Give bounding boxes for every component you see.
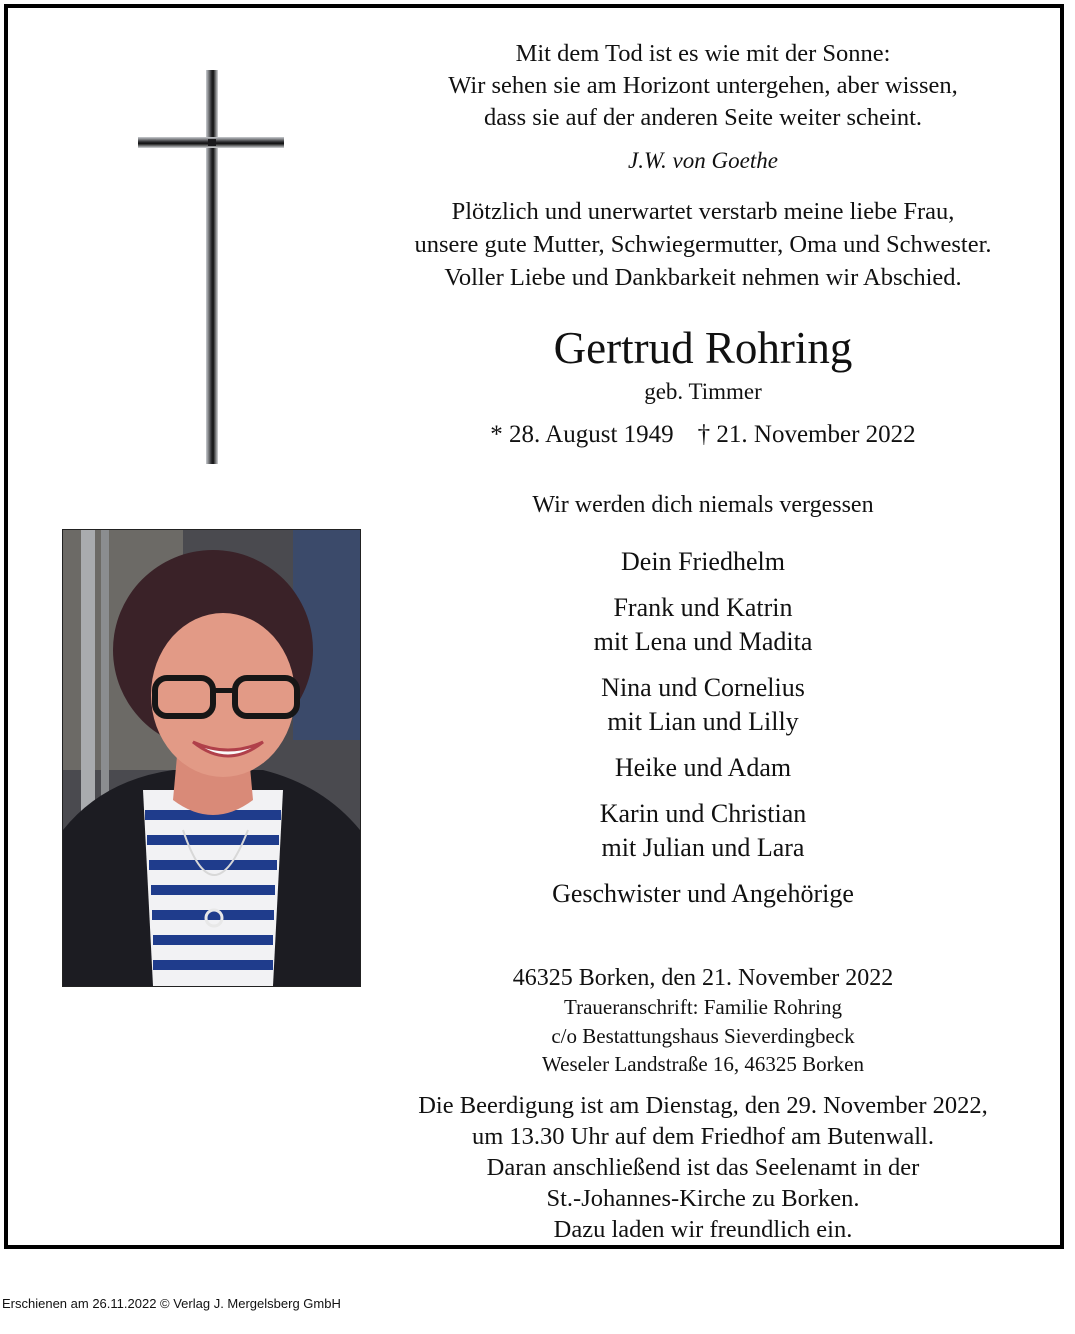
place-date: 46325 Borken, den 21. November 2022 <box>512 965 894 991</box>
mourner-line: Heike und Adam <box>614 753 792 782</box>
mourner-line: Nina und Cornelius <box>601 673 805 702</box>
address-line: Traueranschrift: Familie Rohring <box>563 995 842 1019</box>
maiden-name: geb. Timmer <box>644 379 762 404</box>
notice-frame <box>4 4 1064 1249</box>
mourner-line: mit Julian und Lara <box>601 833 805 862</box>
intro-line: Voller Liebe und Dankbarkeit nehmen wir Abschied. <box>444 264 962 291</box>
mourner-group <box>363 545 1043 579</box>
mourning-address <box>363 993 1043 1079</box>
address-line: Weseler Landstraße 16, 46325 Borken <box>542 1052 864 1076</box>
mourner-group <box>363 797 1043 865</box>
life-dates <box>363 419 1043 451</box>
deceased-name: Gertrud Rohring <box>553 323 853 373</box>
cross-icon <box>138 70 284 464</box>
publication-footer: Erschienen am 26.11.2022 © Verlag J. Mergelsberg GmbH <box>2 1296 341 1311</box>
mourner-line: Dein Friedhelm <box>621 547 785 576</box>
funeral-line: Daran anschließend ist das Seelenamt in der <box>486 1154 920 1181</box>
quote-line: dass sie auf der anderen Seite weiter scheint. <box>483 104 923 131</box>
mourners-list <box>363 545 1043 923</box>
quote-line: Wir sehen sie am Horizont untergehen, aber wissen, <box>448 72 958 99</box>
portrait-photo <box>62 529 361 987</box>
funeral-line: Die Beerdigung ist am Dienstag, den 29. November 2022, <box>418 1092 988 1119</box>
mourner-line: Frank und Katrin <box>613 593 793 622</box>
mourner-line: Karin und Christian <box>599 799 807 828</box>
quote-line: Mit dem Tod ist es wie mit der Sonne: <box>515 40 891 67</box>
mourner-line: mit Lian und Lilly <box>607 707 799 736</box>
mourner-line: mit Lena und Madita <box>593 627 813 656</box>
intro-line: Plötzlich und unerwartet verstarb meine liebe Frau, <box>451 198 955 225</box>
quote-author: J.W. von Goethe <box>628 148 778 173</box>
mourner-line: Geschwister und Angehörige <box>552 879 854 908</box>
death-date: † 21. November 2022 <box>697 421 916 448</box>
never-forget-text: Wir werden dich niemals vergessen <box>532 492 874 518</box>
mourner-group <box>363 671 1043 739</box>
birth-date: * 28. August 1949 <box>490 421 674 448</box>
funeral-line: St.-Johannes-Kirche zu Borken. <box>546 1185 860 1212</box>
quote <box>363 38 1043 134</box>
mourner-group <box>363 751 1043 785</box>
mourner-group <box>363 591 1043 659</box>
funeral-line: um 13.30 Uhr auf dem Friedhof am Butenwall. <box>471 1123 934 1150</box>
funeral-info <box>363 1090 1043 1245</box>
intro-line: unsere gute Mutter, Schwiegermutter, Oma und Schwester. <box>414 231 992 258</box>
mourner-group <box>363 877 1043 911</box>
intro-text <box>363 195 1043 294</box>
address-line: c/o Bestattungshaus Sieverdingbeck <box>551 1023 855 1048</box>
funeral-line: Dazu laden wir freundlich ein. <box>553 1216 853 1243</box>
